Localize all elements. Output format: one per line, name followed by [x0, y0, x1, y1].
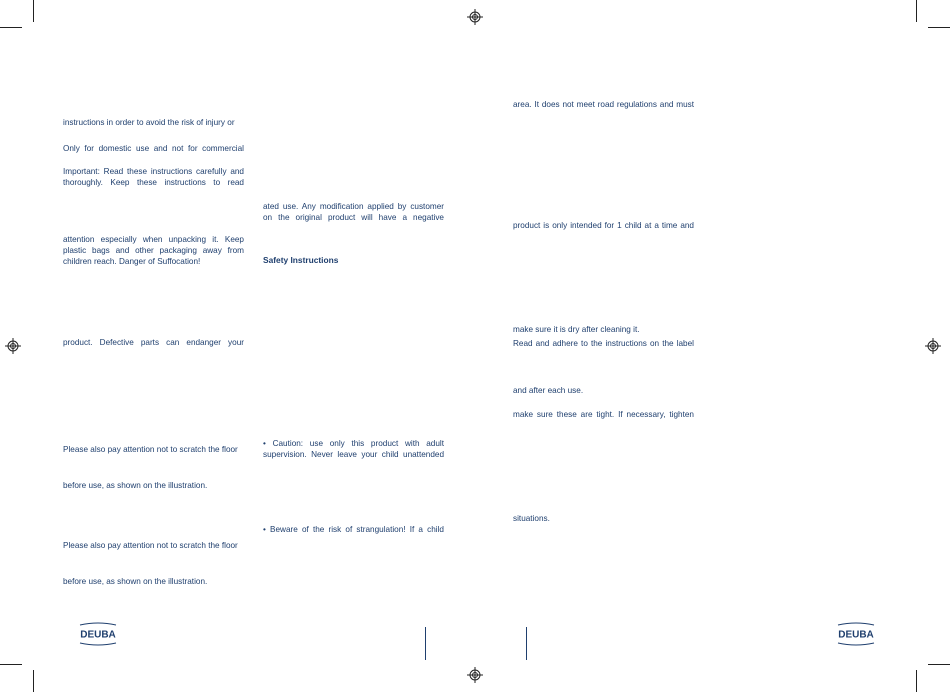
- col1-line-1: instructions in order to avoid the risk of injury or: [63, 118, 235, 127]
- col1-line-3: Important: Read these instructions carefully and: [63, 167, 244, 176]
- page-divider-left: [425, 627, 426, 660]
- deuba-logo-right-text: DEUBA: [838, 629, 874, 641]
- col1-line-7: children reach. Danger of Suffocation!: [63, 257, 201, 266]
- col3-line-1: area. It does not meet road regulations and must: [513, 100, 694, 109]
- registration-mark-right-icon: [925, 338, 941, 354]
- col3-line-5: and after each use.: [513, 386, 584, 395]
- col1-line-12: before use, as shown on the illustration.: [63, 577, 208, 586]
- col3-line-7: situations.: [513, 514, 550, 523]
- crop-mark-bottom-left-v: [33, 670, 34, 692]
- crop-mark-bottom-right-v: [916, 670, 917, 692]
- crop-mark-top-right-v: [916, 0, 917, 22]
- col3-line-4: Read and adhere to the instructions on the label: [513, 339, 694, 348]
- col2-line-4: supervision. Never leave your child unattended: [263, 450, 444, 459]
- safety-instructions-heading: Safety Instructions: [263, 255, 339, 265]
- crop-mark-top-left-v: [33, 0, 34, 22]
- col2-line-3: • Caution: use only this product with adult: [263, 439, 444, 448]
- registration-mark-left-icon: [5, 338, 21, 354]
- col3-line-2: product is only intended for 1 child at a time and: [513, 221, 694, 230]
- col1-line-6: plastic bags and other packaging away from: [63, 246, 244, 255]
- deuba-logo-left-text: DEUBA: [80, 629, 116, 641]
- col2-line-2: on the original product will have a negative: [263, 213, 444, 222]
- crop-mark-top-left-h: [0, 27, 22, 28]
- col1-line-4: thoroughly. Keep these instructions to read: [63, 178, 244, 187]
- crop-mark-bottom-right-h: [928, 664, 950, 665]
- page-divider-right: [526, 627, 527, 660]
- col2-line-5: • Beware of the risk of strangulation! If a child: [263, 525, 444, 534]
- col2-line-1: ated use. Any modification applied by customer: [263, 202, 444, 211]
- crop-mark-top-right-h: [928, 27, 950, 28]
- crop-mark-bottom-left-h: [0, 664, 22, 665]
- col1-line-11: Please also pay attention not to scratch the floor: [63, 541, 238, 550]
- deuba-logo-right-icon: [834, 622, 878, 646]
- col1-line-9: Please also pay attention not to scratch the floor: [63, 445, 238, 454]
- registration-mark-bottom-icon: [467, 667, 483, 683]
- registration-mark-top-icon: [467, 9, 483, 25]
- col3-line-3: make sure it is dry after cleaning it.: [513, 325, 640, 334]
- col1-line-10: before use, as shown on the illustration.: [63, 481, 208, 490]
- col3-line-6: make sure these are tight. If necessary, tighten: [513, 410, 694, 419]
- deuba-logo-left-icon: [76, 622, 120, 646]
- col1-line-5: attention especially when unpacking it. Keep: [63, 235, 244, 244]
- col1-line-8: product. Defective parts can endanger your: [63, 338, 244, 347]
- col1-line-2: Only for domestic use and not for commercial: [63, 144, 244, 153]
